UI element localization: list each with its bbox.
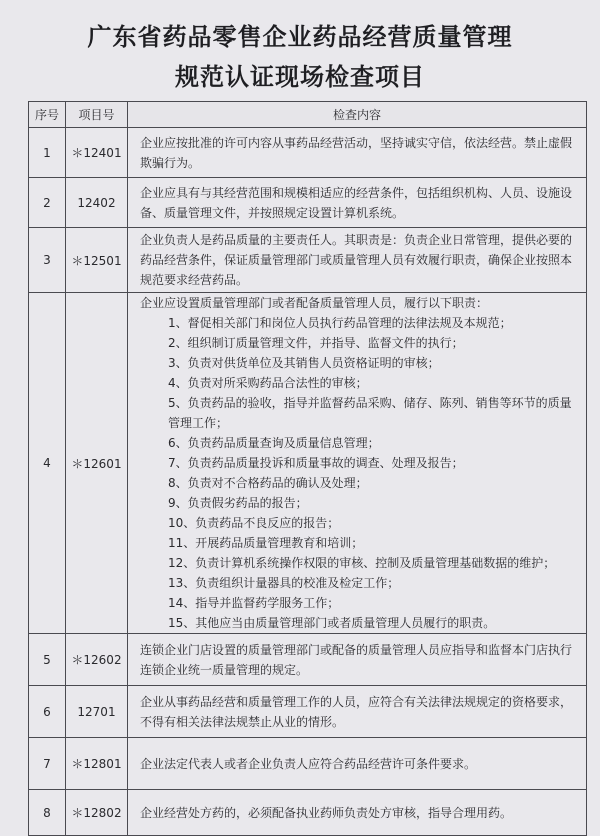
row-item-code: ＊12801 <box>66 738 128 790</box>
row-item-code: ＊12401 <box>66 128 128 178</box>
header-item-code: 项目号 <box>66 102 128 128</box>
row-inspection-content <box>128 686 587 738</box>
row-serial-number: 8 <box>29 790 66 836</box>
row-inspection-content <box>128 790 587 836</box>
row-serial-number: 6 <box>29 686 66 738</box>
row-serial-number: 5 <box>29 634 66 686</box>
content-line: 企业从事药品经营和质量管理工作的人员，应符合有关法律法规规定的资格要求，不得有相关法律法规禁止从业的情形。 <box>140 694 573 729</box>
content-line: 11、开展药品质量管理教育和培训； <box>168 536 364 550</box>
row-item-code: 12701 <box>66 686 128 738</box>
row-serial-number: 1 <box>29 128 66 178</box>
document-title-line-1: 广东省药品零售企业药品经营质量管理 <box>87 23 513 51</box>
content-line: 6、负责药品质量查询及质量信息管理； <box>168 436 380 450</box>
table-header-row <box>29 102 587 128</box>
content-line: 9、负责假劣药品的报告； <box>168 496 308 510</box>
header-serial-number: 序号 <box>29 102 66 128</box>
table-row <box>29 686 587 738</box>
content-line: 13、负责组织计量器具的校准及检定工作； <box>168 576 400 590</box>
content-line: 连锁企业门店设置的质量管理部门或配备的质量管理人员应指导和监督本门店执行连锁企业统一质量管理的规定。 <box>140 642 573 677</box>
content-line: 14、指导并监督药学服务工作； <box>168 596 340 610</box>
row-serial-number: 3 <box>29 228 66 293</box>
inspection-items-table <box>28 101 587 836</box>
content-line: 企业经营处方药的，必须配备执业药师负责处方审核，指导合理用药。 <box>140 805 513 820</box>
row-item-code: 12402 <box>66 178 128 228</box>
content-line: 企业应设置质量管理部门或者配备质量管理人员，履行以下职责： <box>140 296 489 310</box>
table-row <box>29 228 587 293</box>
row-item-code: ＊12802 <box>66 790 128 836</box>
header-inspection-content: 检查内容 <box>128 102 587 128</box>
content-line: 2、组织制订质量管理文件，并指导、监督文件的执行； <box>168 336 464 350</box>
content-line: 企业法定代表人或者企业负责人应符合药品经营许可条件要求。 <box>140 756 477 771</box>
row-item-code: ＊12501 <box>66 228 128 293</box>
table-row <box>29 790 587 836</box>
content-line: 4、负责对所采购药品合法性的审核； <box>168 376 368 390</box>
row-serial-number: 4 <box>29 293 66 634</box>
table-row <box>29 634 587 686</box>
row-inspection-content <box>128 128 587 178</box>
table-row <box>29 293 587 634</box>
row-inspection-content <box>128 738 587 790</box>
content-line: 7、负责药品质量投诉和质量事故的调查、处理及报告； <box>168 456 464 470</box>
content-line: 12、负责计算机系统操作权限的审核、控制及质量管理基础数据的维护； <box>168 556 556 570</box>
content-line: 1、督促相关部门和岗位人员执行药品管理的法律法规及本规范； <box>168 316 512 330</box>
row-inspection-content <box>128 634 587 686</box>
row-item-code: ＊12601 <box>66 293 128 634</box>
table-row <box>29 738 587 790</box>
row-item-code: ＊12602 <box>66 634 128 686</box>
row-inspection-content <box>128 178 587 228</box>
content-line: 8、负责对不合格药品的确认及处理； <box>168 476 368 490</box>
document-title-line-2: 规范认证现场检查项目 <box>175 63 425 91</box>
row-inspection-content <box>128 228 587 293</box>
content-line: 企业应具有与其经营范围和规模相适应的经营条件，包括组织机构、人员、设施设备、质量管理文件，并按照规定设置计算机系统。 <box>140 185 573 220</box>
content-line: 10、负责药品不良反应的报告； <box>168 516 340 530</box>
content-line: 企业应按批准的许可内容从事药品经营活动，坚持诚实守信，依法经营。禁止虚假欺骗行为。 <box>140 135 573 170</box>
row-serial-number: 7 <box>29 738 66 790</box>
row-inspection-content <box>128 293 587 634</box>
content-line: 5、负责药品的验收，指导并监督药品采购、储存、陈列、销售等环节的质量管理工作； <box>168 396 572 430</box>
content-line: 15、其他应当由质量管理部门或者质量管理人员履行的职责。 <box>168 616 496 630</box>
content-line: 企业负责人是药品质量的主要责任人。其职责是：负责企业日常管理，提供必要的药品经营条件，保证质量管理部门或质量管理人员有效履行职责，确保企业按照本规范要求经营药品。 <box>140 233 573 287</box>
table-row <box>29 128 587 178</box>
table-row <box>29 178 587 228</box>
row-serial-number: 2 <box>29 178 66 228</box>
content-line: 3、负责对供货单位及其销售人员资格证明的审核； <box>168 356 440 370</box>
